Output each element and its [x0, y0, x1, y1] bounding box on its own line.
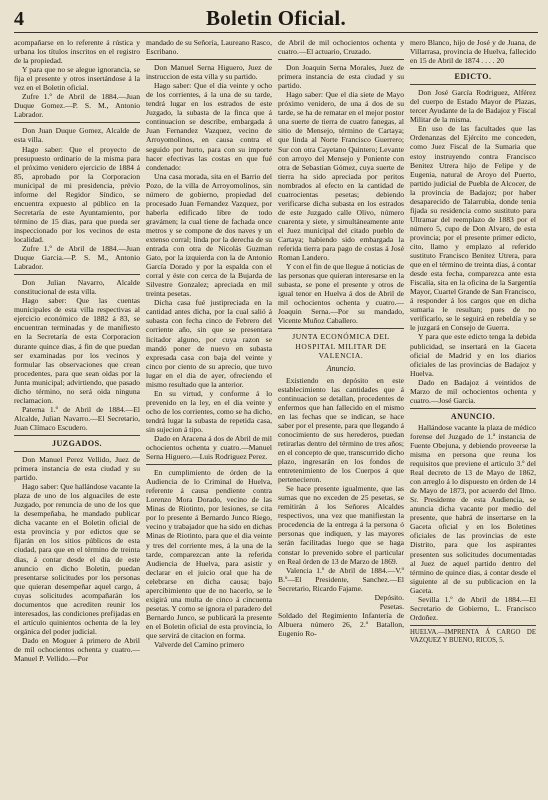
divider: [410, 84, 536, 85]
paragraph: Una casa morada, sita en el Barrio del Pozo, de la villa de Arroyomolinos, sin número de gobierno, propiedad del procesado Juan Fernandez Vazquez, por haberla edificado libre de todo gravámen; la cual tiene de fachada once metros y se compone de dos naves y un extenso corral; linda por la derecha de su entrada con otra de Nicolás Guzman Gato, por la izquierda con la de Antonio García Dorado y por la espalda con el corral y éste con cerca de la Bujarda de Silvestre Gonzalez; apreciada en mil treinta pesetas.: [146, 171, 272, 299]
section-heading-juzgados: JUZGADOS.: [51, 438, 103, 448]
page-number: 4: [14, 8, 24, 30]
paragraph: Existiendo en depósito en este establecimiento las cantidades que á continuacion se detallan, procedentes de enfermos que han fallecido en el mismo en las fechas que se indican, se hace saber por el presente, para que llegando á conocimiento de sus herederos, puedan retirarlas dentro del término de tres años; en el concepto de que, transcurrido dicho plazo, ingresarán en los fondos de entretenimiento de los Cuerpos á que pertenecieron.: [278, 375, 404, 485]
paragraph: Y para que no se alegue ignorancia, se fija el presente y otros insertándose á la vez en el Boletin oficial.: [14, 65, 140, 93]
divider: [14, 122, 140, 123]
paragraph: Don Manuel Perez Vellido, Juez de primera instancia de esta ciudad y su partido.: [14, 455, 140, 483]
paragraph: Don José García Rodriguez, Alférez del cuerpo de Estado Mayor de Plazas, tercer Ayudante de la de Badajoz y Fiscal Militar de la misma.: [410, 88, 536, 125]
paragraph: En su virtud, y conforme á lo prevenido en la ley, en el dia veinte y ocho de los corrientes, como se ha dicho, tendrá lugar la subasta de repetida casa, sin sujecion á tipo.: [146, 388, 272, 434]
paragraph: Don Julian Navarro, Alcalde constitucional de esta villa.: [14, 278, 140, 297]
paragraph: Hago saber: Que el dia siete de Mayo próximo venidero, de una á dos de su tarde, se ha de rematar en el mejor postor una suerte de tierra de cuatro fanegas, al sitio de Mensejo, término de Cartaya; que linda al Norte Francisco Guerrero; Sur con otra Cayetano Quintero; Levante con arroyo del Mensejo y Poniente con otra de Sebastian Gómez, cuya suerte de tierra ha sido apreciada por peritos nombrados al efecto en la cantidad de cuatrocientas pesetas; debiendo verificarse dicha subasta en los estrados de este Juzgado calle Olivo, número cuarenta y siete, y simultáneamente ante el Juez municipal del citado pueblo de Cartaya; habiendo sido embargada la referida tierra para pago de costas á José Roman Landero.: [278, 90, 404, 263]
paragraph: Valverde del Camino primero: [154, 640, 245, 650]
paragraph: Don Juan Duque Gomez, Alcalde de esta villa.: [14, 126, 140, 145]
page-title: Boletin Oficial.: [205, 6, 347, 30]
divider: [14, 451, 140, 452]
paragraph: mero Blanco, hijo de José y de Juana, de Villarrasa, provincia de Huelva, fallecido en 15 de Abril de 1874 . . . . 20: [410, 38, 536, 66]
paragraph: Soldado del Regimiento Infantería de Albuera número 26, 2.º Batallon, Eugenio Ro-: [278, 610, 404, 638]
deposit-label: Depósito.: [374, 592, 404, 602]
divider: [146, 59, 272, 60]
signature: Zufre 1.º de Abril de 1884.—Juan Duque Gomez.—P. S. M., Antonio Labrador.: [14, 92, 140, 120]
pesetas-label: Pesetas.: [379, 601, 404, 611]
paragraph: Don Joaquin Serna Morales, Juez de primera instancia de esta ciudad y su partido.: [278, 63, 404, 91]
column-4: [410, 38, 536, 800]
paragraph: Hallándose vacante la plaza de médico forense del Juzgado de 1.ª instancia de Fuente Obejuna, y debiendo proveerse la misma en persona que reuna los requisitos que previene el artículo 3.º del Real decreto de 13 de Mayo de 1862, con arreglo á lo dispuesto en órden de 14 de Mayo de 1873, por acuerdo del Ilmo. Sr. Presidente de esta Audiencia, se anuncia dicha vacante por medio del presente, que habrá de insertarse en la Gaceta oficial y en los Boletines oficiales de las provincias de este Distrito, para que los aspirantes presenten sus solicitudes documentadas al Juez de aquel partido dentro del término de quince dias, á contar desde el siguiente al de su publicacion en la Gaceta.: [410, 422, 536, 595]
paragraph: Y para que este edicto tenga la debida publicidad, se insertará en la Gaceta oficial de Madrid y en los diarios oficiales de las provincias de Badajoz y Huelva.: [410, 332, 536, 378]
signature: Dado en Aracena á dos de Abril de mil ochocientos ochenta y cuatro.—Manuel Serna Higuero.—Luis Rodriguez Perez.: [146, 434, 272, 462]
paragraph: mandado de su Señoría, Laureano Rasco, Escribano.: [146, 38, 272, 57]
imprint: HUELVA.—IMPRENTA Á CARGO DE VAZQUEZ Y BUENO, RICOS, 5.: [410, 628, 536, 645]
divider: [14, 274, 140, 275]
signature: Paterna 1.º de Abril de 1884.—El Alcalde, Julian Navarro.—El Secretario, Juan Clímaco Escudero.: [14, 404, 140, 432]
column-2: [146, 38, 272, 800]
paragraph: Dado en Moguer á primero de Abril de mil ochocientos ochenta y cuatro.—Manuel P. Vellido.—Por: [14, 635, 140, 664]
section-heading-junta: JUNTA ECONÓMICA DEL HOSPITAL MILITAR DE VALENCIA.: [292, 332, 390, 360]
signature: Dado en Badajoz á veintidos de Marzo de mil ochocientos ochenta y cuatro.—José García.: [410, 377, 536, 405]
divider: [14, 435, 140, 436]
page-header: [14, 6, 538, 33]
column-3: [278, 38, 404, 800]
signature: Valencia 1.º de Abril de 1884.—V.º B.º—El Presidente, Sanchez.—El Secretario, Ricardo Fajame.: [278, 565, 404, 593]
paragraph: acompañarse en lo referente á rústica y urbana los títulos inscritos en el registro de la propiedad.: [14, 38, 140, 66]
columns: [14, 38, 538, 800]
signature: Zufre 1.º de Abril de 1884.—Juan Duque Garcia.—P. S. M., Antonio Labrador.: [14, 244, 140, 272]
divider: [410, 408, 536, 409]
divider: [146, 464, 272, 465]
section-heading-edicto: EDICTO.: [454, 72, 492, 82]
paragraph: Hago saber: Que el proyecto de presupuesto ordinario de la misma para el próximo venidero ejercicio de 1884 á 85, aprobado por la Corporacion municipal de mi presidencia, prévio informe del Regidor Síndico, se encuentra expuesto al público en la Secretaría de este Ayuntamiento, por término de 15 dias, para que pueda ser inspeccionado por los vecinos de esta localidad.: [14, 144, 140, 244]
divider: [410, 625, 536, 626]
divider: [278, 328, 404, 329]
paragraph: Dicha casa fué justipreciada en la cantidad antes dicha, por la cual salió á subasta con fecha cinco de Febrero del corriente año, sin que se presentara licitador alguno, por cuya razon se mandó poner de nuevo en subasta expresada casa con baja del veinte y cinco por ciento de su aprecio, que tuvo lugar en el dia de ayer, ofreciendo el mismo resultado que la anterior.: [146, 298, 272, 389]
signature: Sevilla 1.º de Abril de 1884.—El Secretario de Gobierno, L. Francisco Ordoñez.: [410, 594, 536, 622]
divider: [410, 68, 536, 69]
paragraph: Don Manuel Serna Higuero, Juez de instruccion de esta villa y su partido.: [146, 63, 272, 82]
paragraph: Hago saber: Que hallándose vacante la plaza de uno de los alguaciles de este Juzgado, por renuncia de uno de los que la desempeñaba, he mandado publicar dicha vacante en el Boletin oficial de esta provincia y por edictos que se fijarán en los sitios públicos de esta ciudad, para que en el término de treinta dias, á contar desde el dia de este anuncio en dicho Boletin, puedan presentarse solicitudes por los personas que quieran desempeñar aquel cargo, á cuyas solicitudes acompañarán los documentos que acrediten reunir los interesados, las condiciones prefijadas en el artículo quinientos ochenta de la ley orgánica del poder judicial.: [14, 482, 140, 636]
column-1: [14, 38, 140, 800]
paragraph: Y con el fin de que llegue á noticias de las personas que quieran interesarse en la subasta, se pone el presente y otros de igual tenor en Huelva á dos de Abril de mil ochocientos ochenta y cuatro.—Joaquin Serna.—Por su mandado, Vicente Muñoz Caballero.: [278, 262, 404, 326]
paragraph: En uso de las facultades que las Ordenanzas del Ejército me conceden, como Juez Fiscal de la Sumaria que estoy instruyendo contra Francisco Benitez Utrera hijo de Felipe y de Eugenia, natural de Aroyo del Puerto, partido judicial de Puebla de Alcocer, de la provincia de Badajoz; por haber desaparecido de Talarrubia, donde tenia fijada su residencia como sustituto para Ultramar del reemplazo de 1883 por el número 5, cupo de Don Alvaro, de esta provincia; por el presente primer edicto, cito, llamo y emplazo al referido sustituto Francisco Benitez Utrera, para que en el término de treinta dias, á contar desde esta fecha, comparezca ante esta Fiscalía, sita en la oficina de la Sargentía Mayor, Cuartel Grande de San Francisco, á responder á los cargos que en dicha sumaria le resultan; pues de no verificarlo, se le seguirá en rebeldía y se le juzgará en Consejo de Guerra.: [410, 124, 536, 333]
paragraph: de Abril de mil ochocientos ochenta y cuatro.—El actuario, Cruzado.: [278, 38, 404, 57]
paragraph: Hago saber: Que el dia veinte y ocho de los corrientes, á la una de su tarde, tendrá lugar en los estrados de este Juzgado, la subasta de la finca que á continuacion se describe, embargada á Juan Fernandez Vazquez, vecino de Arroyomolinos, en causa contra el seguido por hurto, para con su importe hacer efectivas las costas en que fué condenado:: [146, 81, 272, 172]
divider: [278, 59, 404, 60]
paragraph: En cumplimiento de órden de la Audiencia de lo Criminal de Huelva, referente á causa pendiente contra Lorenzo Mora Dorado, vecino de las Minas de Riotinto, por lesiones, se cita por lo presente á Bernardo Junco Riego, vecino y trabajador que ha sido en dichas Minas de Riotinto, para que el dia veinte y tres del corriente mes, á la una de la tarde, comparezcan ante la referida Audiencia de Huelva, para asistir y declarar en el juicio oral que ha de celebrarse en dicha causa; bajo apercibimiento que de no hacerlo, se le exigirá una multa de cinco á cincuenta pesetas. Y como se ignora el paradero del Bernardo Junco, se publicará la presente en el Boletin oficial de esta provincia, lo que servirá de citacion en forma.: [146, 468, 272, 640]
paragraph: Hago saber: Que las cuentas municipales de esta villa respectivas al ejercicio económico de 1882 á 83, se encuentran terminadas y de manifiesto en la Secretaría de esta Corporacion durante quince dias, á fin de que puedan ser examinadas por los vecinos y formular las observaciones que crean procedentes, para que sean oidas por la Junta municipal; advirtiendo, que pasado dicho término, no será oida ninguna reclamacion.: [14, 296, 140, 405]
paragraph: Se hace presente igualmente, que las sumas que no exceden de 25 pesetas, se remitirán á los Señores Alcaldes respectivos, una vez que manifiestan la procedencia de la entrega á la persona ó personas que indiquen, y las mayores serán facilitadas luego que se haga constar lo prevenido sobre el particular en Real órden de 13 de Marzo de 1869.: [278, 484, 404, 566]
section-subheading-anuncio: Anuncio.: [326, 363, 356, 373]
section-heading-anuncio: ANUNCIO.: [450, 411, 496, 421]
